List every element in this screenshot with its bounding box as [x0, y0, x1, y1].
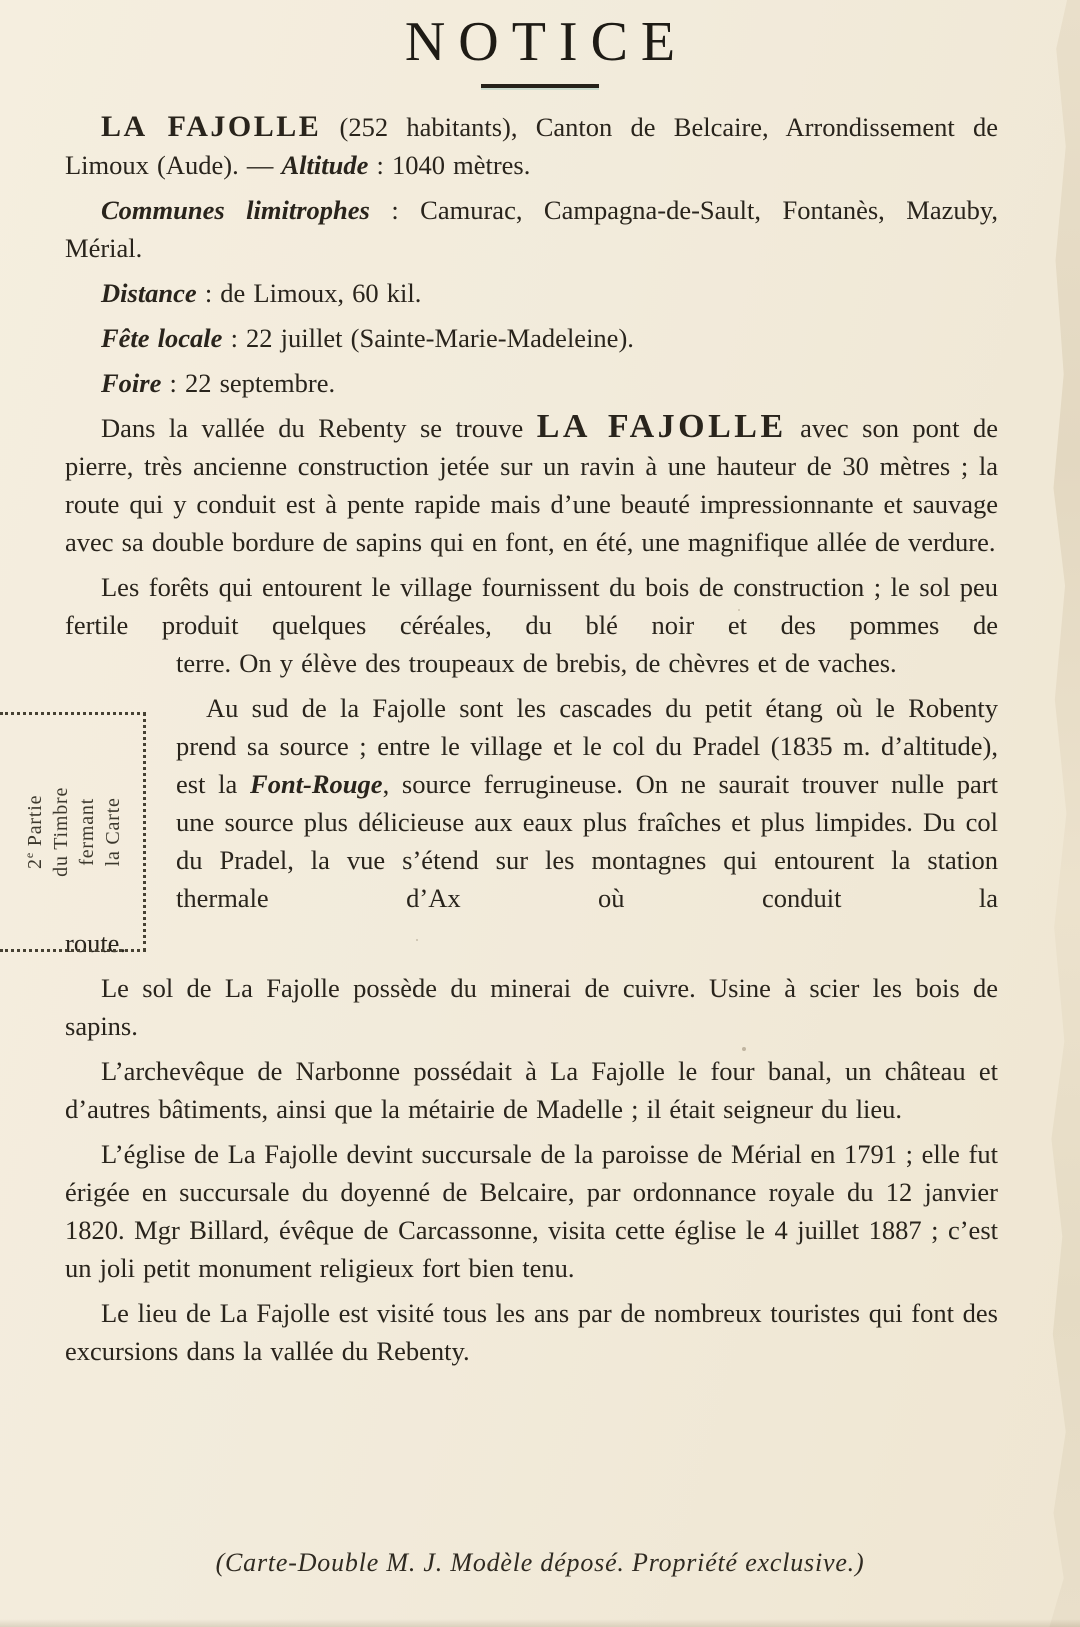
text-run: Au sud de la Fajolle sont les cascades du petit étang où le Robenty prend sa source ; entre le village et le col du Pradel (1835 m. d’altitude), est la	[176, 692, 998, 799]
text-run: : 22 septembre.	[161, 367, 336, 398]
page-title: NOTICE	[404, 11, 689, 73]
paragraph-distance	[65, 274, 998, 312]
stamp-fold-note	[17, 787, 127, 877]
paragraph-eglise: L’église de La Fajolle devint succursale de la paroisse de Mérial en 1791 ; elle fut érigée en succursale du doyenné de Belcaire, par ordonnance royale du 12 janvier 1820. Mgr Billard, évêque de Carcassonne, visita cette église le 4 juillet 1887 ; c’est un joli petit monument religieux fort bien tenu.	[65, 1138, 998, 1283]
place-name-bold-large: LA FAJOLLE	[536, 407, 787, 445]
paragraph-cascades	[176, 689, 998, 917]
stamp-note-line: la Carte	[102, 797, 125, 867]
paragraph-cascades-tail: route.	[65, 927, 127, 958]
text-run: : 22 juillet (Sainte-Marie-Madeleine).	[222, 322, 634, 353]
paragraph-foire	[65, 364, 998, 402]
paragraph-touristes: Le lieu de La Fajolle est visité tous les ans par de nombreux touristes qui font des excursions dans la vallée du Rebenty.	[65, 1297, 998, 1366]
text-run: : de Limoux, 60 kil.	[196, 277, 422, 308]
stamp-note-line: du Timbre	[50, 786, 73, 878]
paper-speck	[487, 1563, 491, 1567]
text-run: 2	[24, 858, 47, 870]
notice-body	[0, 88, 1080, 1370]
text-run: , source ferrugineuse. On ne saurait trouver nulle part une source plus délicieuse aux eaux plus fraîches et plus limpides. Du col du Pradel, la vue s’étend sur les montagnes qui entourent la station thermale d’Ax où conduit la	[176, 768, 999, 913]
paragraph-minerai: Le sol de La Fajolle possède du minerai de cuivre. Usine à scier les bois de sapins.	[65, 972, 998, 1041]
communes-label: Communes limitrophes	[101, 194, 370, 225]
text-run: Partie	[24, 794, 47, 853]
stamp-note-line	[17, 787, 49, 877]
bottom-edge-shadow	[0, 1619, 1080, 1627]
text-run: Dans la vallée du Rebenty se trouve	[101, 412, 537, 443]
stamp-fold-dotted-box	[0, 712, 146, 952]
text-run: avec son pont de pierre, très ancienne construction jetée sur un ravin à une hauteur de 30 mètres ; la route qui y conduit est à pente rapide mais d’une beauté impressionnante et sauvage avec sa double bordure de sapins qui en font, en été, une magnifique allée de verdure.	[65, 412, 998, 557]
imprint-footer: (Carte-Double M. J. Modèle déposé. Propriété exclusive.)	[215, 1548, 865, 1577]
paragraph-forets-part1: Les forêts qui entourent le village fournissent du bois de construction ; le sol peu fertile produit quelques céréales, du blé noir et des pommes de	[65, 571, 998, 640]
font-rouge-name: Font-Rouge	[250, 768, 383, 799]
paragraph-commune-heading	[65, 108, 998, 184]
paragraph-communes-limitrophes	[65, 191, 998, 267]
distance-label: Distance	[101, 277, 197, 308]
foire-label: Foire	[101, 367, 162, 398]
paragraph-forets-part2: terre. On y élève des troupeaux de brebis, de chèvres et de vaches.	[176, 647, 897, 678]
fete-locale-label: Fête locale	[101, 322, 223, 353]
paragraph-archeveque: L’archevêque de Narbonne possédait à La Fajolle le four banal, un château et d’autres bâtiments, ainsi que la métairie de Madelle ; il était seigneur du lieu.	[65, 1055, 998, 1124]
text-run: : 1040 mètres.	[368, 149, 531, 180]
place-name-bold: LA FAJOLLE	[101, 109, 322, 143]
stamp-note-line: fermant	[76, 798, 99, 866]
text-run: (252 habitants), Canton de Belcaire, Arrondissement de Limoux (Aude). —	[65, 111, 998, 180]
paragraph-fete-locale	[65, 319, 998, 357]
altitude-label: Altitude	[281, 149, 369, 180]
paragraph-vallee-rebenty	[65, 409, 998, 561]
superscript-e: e	[22, 852, 37, 859]
text-run: : Camurac, Campagna-de-Sault, Fontanès, Mazuby, Mérial.	[65, 194, 999, 263]
